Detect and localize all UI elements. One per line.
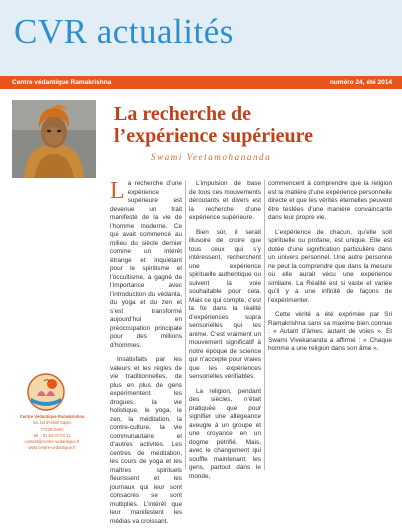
headline-line-1: La recherche de [114,103,252,125]
paragraph: L’expérience de chacun, qu’elle soit spirituelle ou profane, est unique. Elle est dotée d’une signification particulière dans un univers personnel. Une autre personne ne peut la comprendre que dans la mesure où elle aurait vécu une expérience similaire. La Réalité est si vaste et variée qu’il y a une infinité de façons de l’expérimenter. [268,228,392,304]
author-byline: Swami Veetamohananda [151,152,272,162]
article-column-3 [268,180,392,360]
article-headline [114,103,394,147]
address-email[interactable]: contact@centre-vedantique.fr [24,439,80,445]
portrait-photo [12,100,96,178]
column-divider [264,180,265,470]
paragraph: commencent à comprendre que la religion est la matière d’une expérience personnelle directe et que les vérités éternelles peuvent être testées d’une manière convaincante dans leur propre vie. [268,180,392,221]
address-block [6,414,98,452]
column-divider [185,180,186,470]
header-band [0,76,402,89]
address-street: 64, bd d'Hôtel Sapin [33,420,71,426]
masthead [0,0,402,76]
ramakrishna-emblem-icon [26,372,66,412]
address-org: Centre Védantique Ramakrishna [19,414,85,419]
paragraph: Bien sûr, il serait illusoire de croire que tous ceux qui s’y intéressent, recherchent une expérience spirituelle authentique ou suivent la voie souhaitable pour cela. Mais ce qui compte, c’est la foi dans la réalité d’expériences supra sensorielles qui les anime. C’est vraiment un mouvement significatif à notre époque de science qui n’accepte pour vraies que les expériences sensorielles vérifiables. [189,228,261,380]
headline-line-2: l’expérience supérieure [114,125,314,147]
dropcap: L [110,178,125,204]
paragraph: Insatisfaits par les valeurs et les règles de vie traditionnelles, de plus en plus de gens expérimentent les drogues, la vie holistique, le yoga, le zen, la méditation, la contre-culture, la vie communautaire et d’autres activités. Les centres de méditation, les cours de yoga et les maîtres spirituels fleurissent et les journaux qui leur sont consacrés se sont multipliés. L’intérêt que leur manifestent les médias va croissant. [110,356,182,525]
paragraph-text: a recherche d’une expérience supérieure est devenue un trait manifeste de la vie de l’homme moderne. Ce qui avait commencé au milieu du siècle dernier comme un intérêt étrange et inquiétant pour le spiritisme et l’occultisme, a gagné de l’importance avec l’introduction du védanta, du yoga et du zen et s’est transformé aujourd’hui en préoccupation principale pour des millions d’hommes. [110,180,182,349]
paragraph: Cette vérité a été exprimée par Sri Ramakrishna sans sa maxime bien connue : « Autant d’âmes, autant de voies ». Et Swami Vivekananda a affirmé : « Chaque homme a une religion dans son âme ». [268,311,392,352]
paragraph: La religion, pendant des siècles, n’était pratiquée que pour signifier une allégeance aveugle à un groupe et une croyance en un dogme pétrifié. Mais, avec le changement qui souffle maintenant, les gens, partout dans le monde, [189,387,261,480]
address-city: 77220 Gretz [40,426,64,432]
newsletter-title: CVR actualités [14,12,234,51]
article-column-1 [110,180,182,532]
paragraph: L’impulsion de base de tous ces mouvements déroutants et divers est la recherche d’une expérience supérieure. [189,180,261,221]
paragraph [110,180,182,350]
organization-name: Centre védantique Ramakrishna [12,78,112,86]
article-column-2 [189,180,261,487]
address-website[interactable]: www.centre-vedantique.fr [28,445,76,451]
address-phone: tél. : 01 64 07 03 11 [33,432,71,438]
issue-number: numéro 24, été 2014 [329,78,392,86]
